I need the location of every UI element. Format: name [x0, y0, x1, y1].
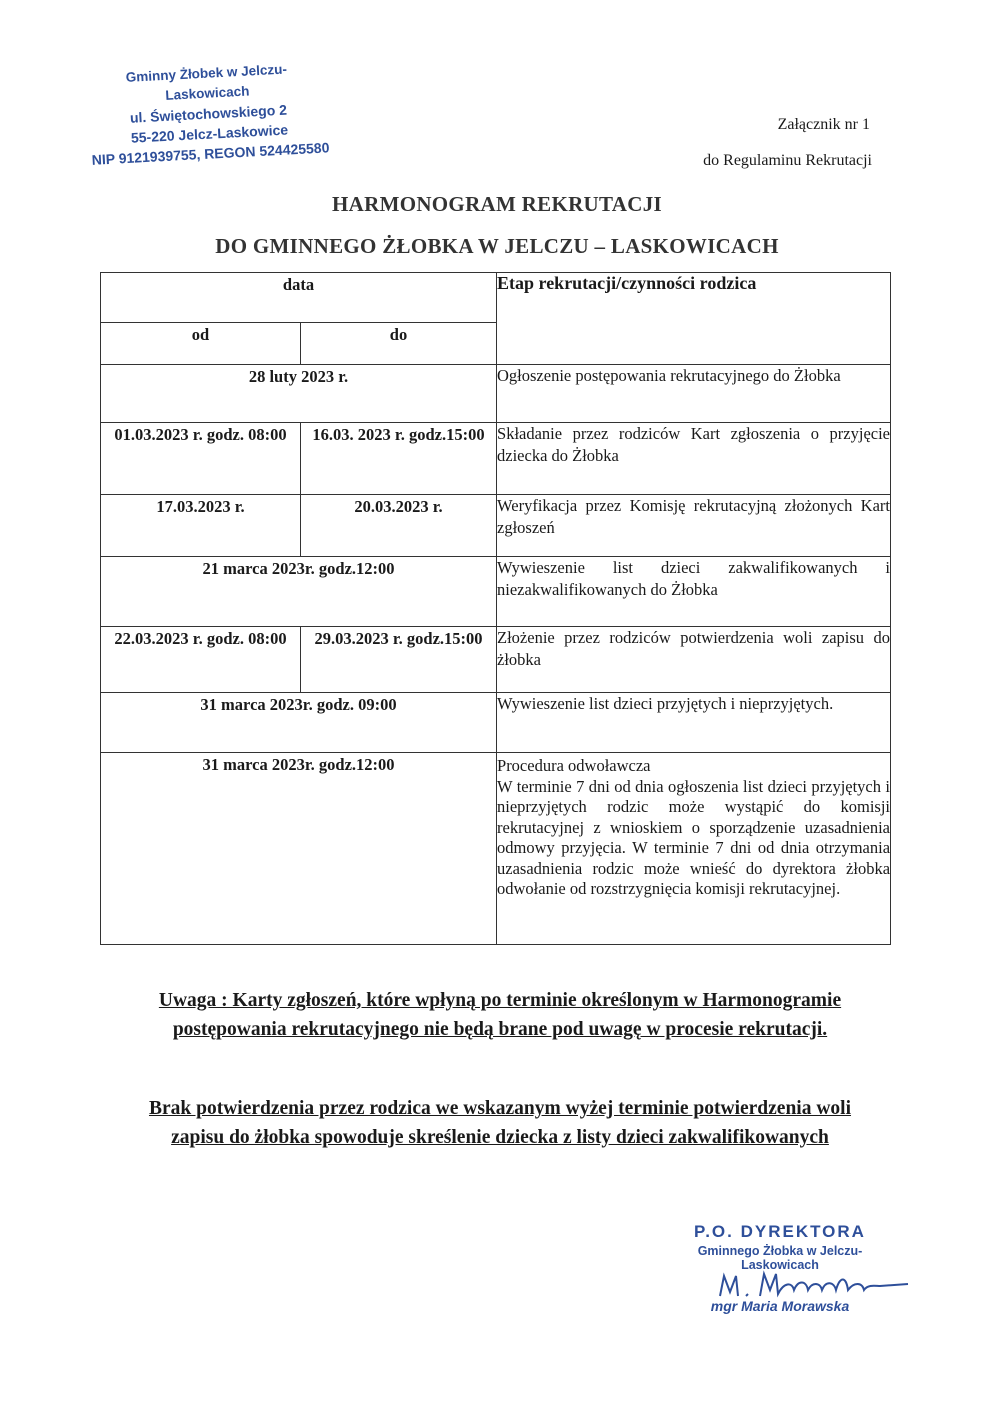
page-subtitle: DO GMINNEGO ŻŁOBKA W JELCZU – LASKOWICACH: [215, 234, 779, 258]
table-row: [101, 627, 891, 693]
stamp-line-ids: NIP 9121939755, REGON 524425580: [91, 139, 330, 168]
header-from: od: [101, 323, 301, 365]
row-date: 31 marca 2023r. godz. 09:00: [101, 693, 497, 753]
note-confirmation-text: Brak potwierdzenia przez rodzica we wskazanym wyżej terminie potwierdzenia woli zapisu do żłobka spowoduje skreślenie dziecka z listy dzieci zakwalifikowanych: [148, 1098, 852, 1148]
signature-title: P.O. DYREKTORA: [694, 1222, 866, 1241]
schedule-table: [100, 272, 891, 945]
handwritten-signature: [712, 1268, 912, 1304]
row-date: 21 marca 2023r. godz.12:00: [101, 557, 497, 627]
row-date: 31 marca 2023r. godz.12:00: [101, 753, 497, 945]
row-date-to: 29.03.2023 r. godz.15:00: [301, 627, 497, 693]
row-date-to: 16.03. 2023 r. godz.15:00: [301, 423, 497, 495]
header-stage: Etap rekrutacji/czynności rodzica: [497, 273, 891, 365]
header-date: data: [101, 273, 497, 323]
stamp-line-city: 55-220 Jelcz-Laskowice: [130, 121, 289, 146]
row-stage: Składanie przez rodziców Kart zgłoszenia o przyjęcie dziecka do Żłobka: [497, 423, 891, 495]
row-stage: W terminie 7 dni od dnia ogłoszenia list dzieci przyjętych i nieprzyjętych rodzic może wystąpić do komisji rekrutacyjnej z wnioskiem o sporządzenie uzasadnienia odmowy przyjęcia. W terminie 7 dni od dnia otrzymania uzasadnienia rodzic może wnieść do dyrektora żłobka odwołanie od rozstrzygnięcia komisji rekrutacyjnej.: [497, 776, 891, 898]
row-date-from: 17.03.2023 r.: [101, 495, 301, 557]
note-confirmation: [140, 1094, 860, 1152]
row-stage-title: Procedura odwoławcza: [497, 756, 651, 775]
institution-stamp: [86, 57, 331, 169]
table-row: [101, 423, 891, 495]
page-title: HARMONOGRAM REKRUTACJI: [332, 192, 662, 216]
table-row: [101, 365, 891, 423]
annex-reference: do Regulaminu Rekrutacji: [703, 152, 872, 169]
row-date-to: 20.03.2023 r.: [301, 495, 497, 557]
row-stage: Wywieszenie list dzieci zakwalifikowanych i niezakwalifikowanych do Żłobka: [497, 557, 891, 627]
row-date: 28 luty 2023 r.: [101, 365, 497, 423]
note-late-cards-text: Uwaga : Karty zgłoszeń, które wpłyną po terminie określonym w Harmonogramie postępowania rekrutacyjnego nie będą brane pod uwagę w procesie rekrutacji.: [158, 990, 842, 1040]
table-row: [101, 495, 891, 557]
table-row: [101, 693, 891, 753]
row-stage: Ogłoszenie postępowania rekrutacyjnego do Żłobka: [497, 365, 891, 423]
row-date-from: 01.03.2023 r. godz. 08:00: [101, 423, 301, 495]
table-row: [101, 753, 891, 945]
annex-number: Załącznik nr 1: [777, 116, 870, 133]
row-stage: Złożenie przez rodziców potwierdzenia woli zapisu do żłobka: [497, 627, 891, 693]
signature-subtitle: Gminnego Żłobka w Jelczu-Laskowicach: [697, 1244, 863, 1272]
stamp-line-name: Gminny Żłobek w Jelczu-Laskowicach: [125, 61, 288, 103]
stamp-line-street: ul. Świętochowskiego 2: [129, 101, 288, 126]
table-row: [101, 557, 891, 627]
row-stage: Weryfikacja przez Komisję rekrutacyjną złożonych Kart zgłoszeń: [497, 495, 891, 557]
note-late-cards: [140, 986, 860, 1044]
row-date-from: 22.03.2023 r. godz. 08:00: [101, 627, 301, 693]
signature-name: mgr Maria Morawska: [710, 1298, 850, 1314]
header-to: do: [301, 323, 497, 365]
row-stage: Wywieszenie list dzieci przyjętych i nieprzyjętych.: [497, 693, 891, 753]
table-header-row: [101, 273, 891, 323]
row-stage-cell: [497, 753, 891, 945]
